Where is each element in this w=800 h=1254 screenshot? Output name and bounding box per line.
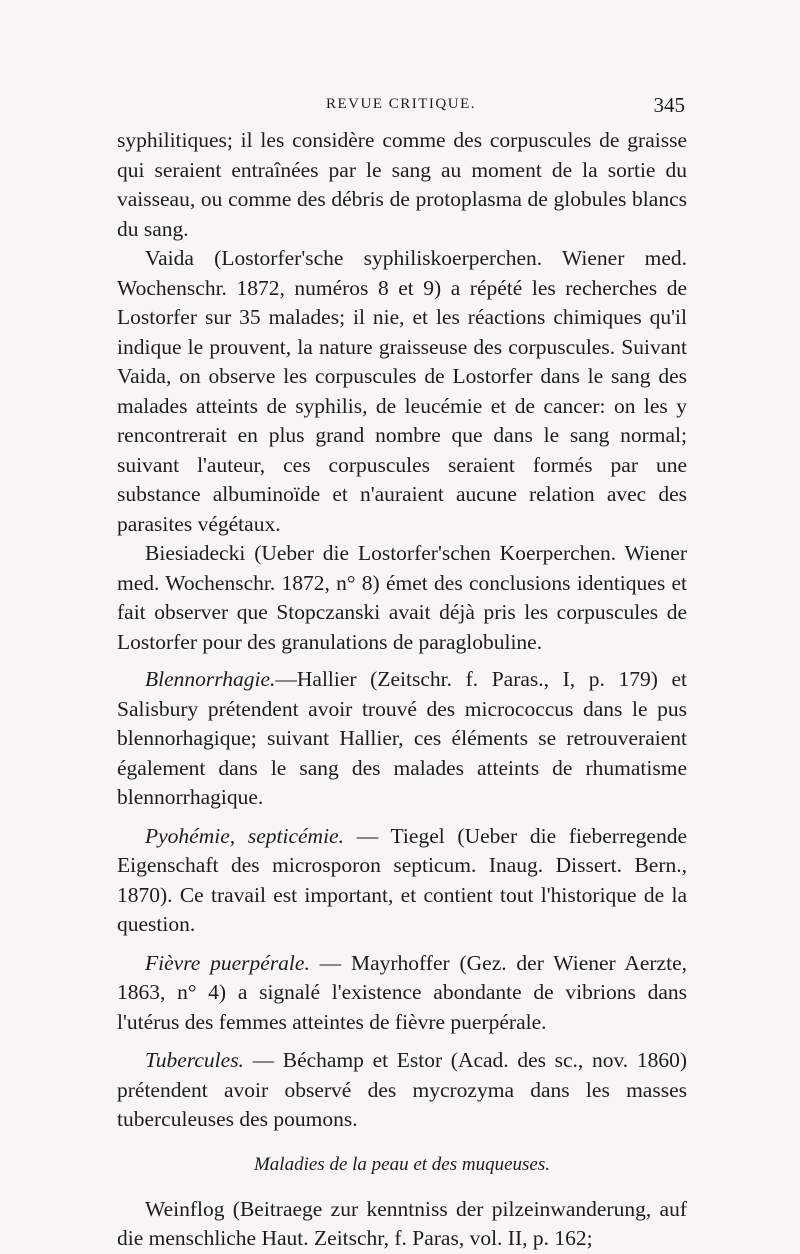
paragraph-text: —Hallier (Zeitschr. f. Paras., I, p. 179) et Salisbury prétendent avoir trouvé des micrococcus dans le pus blennorhagique; suivant Hallier, ces éléments se retrouveraient également dans le sang des malades atteints de rhumatisme blennorrhagique. (117, 667, 687, 809)
paragraph-lead: Pyohémie, septicémie. (145, 823, 344, 848)
paragraph-weinflog (117, 1195, 687, 1254)
paragraph-text: — Tiegel (Ueber die fieberregende Eigenschaft des microsporon septicum. Inaug. Dissert. Bern., 1870). Ce travail est important, et contient tout l'historique de la question. (117, 823, 688, 936)
paragraph-text: syphilitiques; il les considère comme des corpuscules de graisse qui seraient entraînées par le sang au moment de la sortie du vaisseau, ou comme des débris de protoplasma de globules blancs du sang. (117, 128, 687, 241)
paragraph-fievre-puerperale (117, 949, 687, 1038)
paragraph-text: — Béchamp et Estor (Acad. des sc., nov. 1860) prétendent avoir observé des mycrozyma dans les masses tuberculeuses des poumons. (117, 1048, 687, 1131)
paragraph-vaida (117, 244, 687, 539)
paragraph-lead: Blennorrhagie. (145, 667, 276, 691)
page-body (117, 126, 687, 1254)
paragraph-tubercules (117, 1046, 687, 1135)
section-heading: Maladies de la peau et des muqueuses. (253, 1153, 551, 1175)
paragraph-text: Weinflog (Beitraege zur kenntniss der pilzeinwanderung, auf die menschliche Haut. Zeitschr, f. Paras, vol. II, p. 162; (117, 1196, 687, 1250)
paragraph-text: Vaida (Lostorfer'sche syphiliskoerperchen. Wiener med. Wochenschr. 1872, numéros 8 et 9) a répété les recherches de Lostorfer sur 35 malades; il nie, et les réactions chimiques qu'il indique le prouvent, la nature graisseuse des corpuscules. Suivant Vaida, on observe les corpuscules de Lostorfer dans le sang des malades atteints de syphilis, de leucémie et de cancer: on les y rencontrerait en plus grand nombre que dans le sang normal; suivant l'auteur, ces corpuscules seraient formés par une substance albuminoïde et n'auraient aucune relation avec des parasites végétaux. (117, 246, 687, 536)
paragraph-text: Biesiadecki (Ueber die Lostorfer'schen Koerperchen. Wiener med. Wochenschr. 1872, n° 8) émet des conclusions identiques et fait observer que Stopczanski avait déjà pris les corpuscules de Lostorfer pour des granulations de paraglobuline. (117, 541, 687, 654)
paragraph-pyohemie (117, 822, 687, 940)
running-title: REVUE CRITIQUE. (326, 96, 476, 112)
paragraph-text: — Mayrhoffer (Gez. der Wiener Aerzte, 1863, n° 4) a signalé l'existence abondante de vibrions dans l'utérus des femmes atteintes de fièvre puerpérale. (117, 950, 687, 1034)
paragraph-continuation (117, 126, 687, 244)
running-head (117, 93, 685, 126)
page-number: 345 (653, 93, 685, 117)
paragraph-biesiadecki (117, 539, 687, 657)
paragraph-blennorrhagie (117, 665, 687, 813)
paragraph-lead: Fièvre puerpérale. (145, 950, 310, 975)
paragraph-lead: Tubercules. (145, 1048, 244, 1072)
